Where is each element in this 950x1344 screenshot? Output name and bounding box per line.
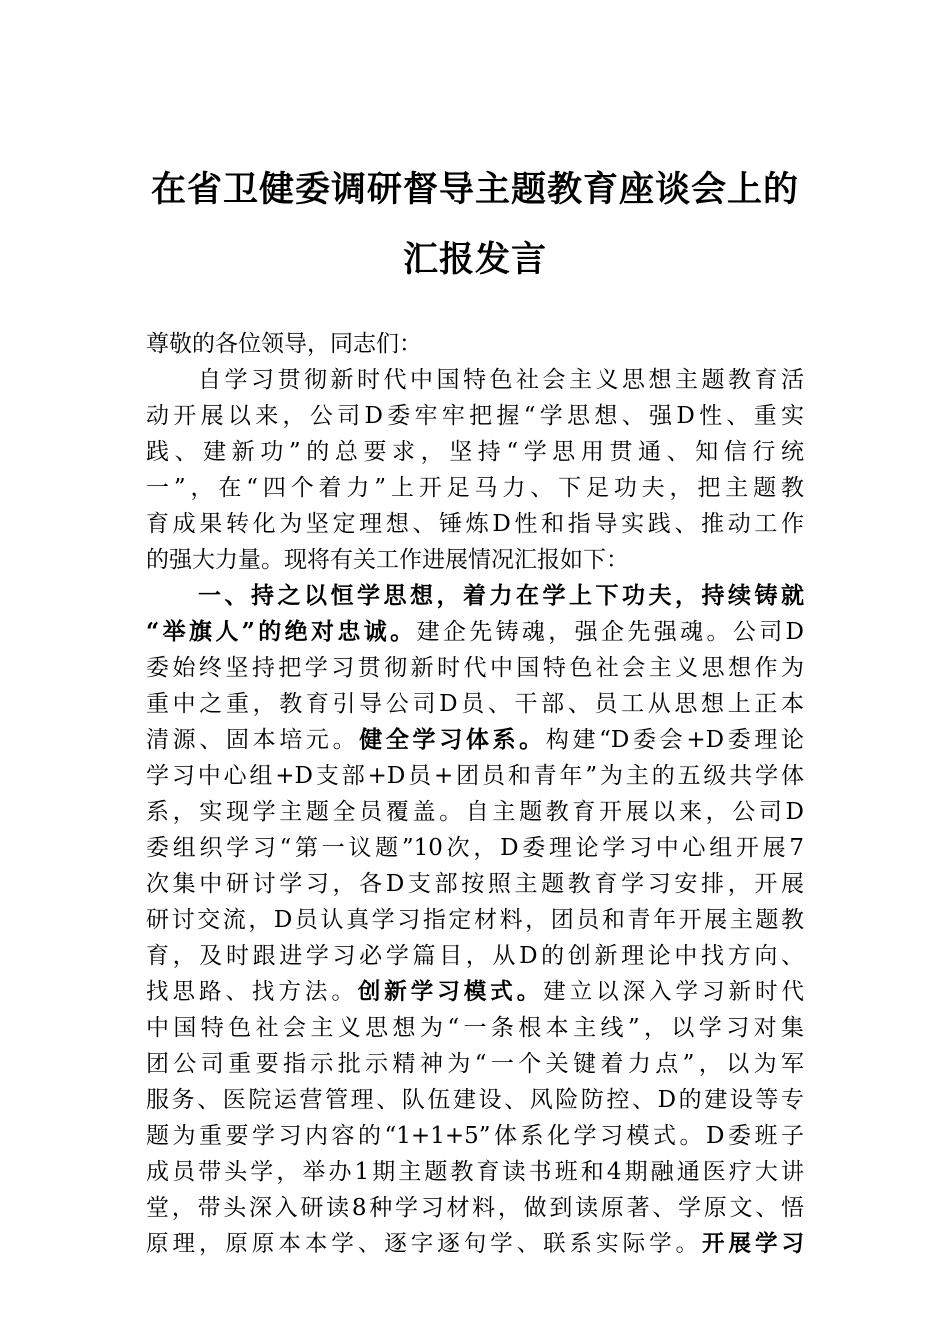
body-line: 团公司重要指示批示精神为“一个关键着力点”，以为军: [146, 1051, 804, 1077]
document-title-line-1: 在省卫健委调研督导主题教育座谈会上的: [150, 169, 799, 210]
body-text-run: 构建“D委会+D委理论: [545, 727, 804, 753]
body-line: 重中之重，教育引导公司D员、干部、员工从思想上正本: [146, 691, 804, 717]
body-text-run: 建企先铸魂，强企先强魂。公司D: [416, 619, 804, 645]
salutation: 尊敬的各位领导，同志们：: [146, 331, 422, 357]
body-line: 中国特色社会主义思想为“一条根本主线”，以学习对集: [146, 1015, 804, 1041]
body-line: 育成果转化为坚定理想、锤炼D性和指导实践、推动工作: [146, 511, 804, 537]
document-body: [146, 326, 804, 1262]
body-line: 服务、医院运营管理、队伍建设、风险防控、D的建设等专: [146, 1087, 804, 1113]
body-line: 委组织学习“第一议题”10次，D委理论学习中心组开展7: [146, 835, 804, 861]
body-line: 践、建新功”的总要求，坚持“学思用贯通、知信行统: [146, 439, 804, 465]
body-line: [146, 974, 804, 1010]
body-line: 研讨交流，D员认真学习指定材料，团员和青年开展主题教: [146, 907, 804, 933]
body-line: 次集中研讨学习，各D支部按照主题教育学习安排，开展: [146, 871, 804, 897]
subheading-inline: 创新学习模式。: [357, 979, 544, 1005]
body-line: 动开展以来，公司D委牢牢把握“学思想、强D性、重实: [146, 403, 804, 429]
body-line: 题为重要学习内容的“1+1+5”体系化学习模式。D委班子: [146, 1123, 804, 1149]
document-title-line-2: 汇报发言: [402, 239, 547, 280]
body-line: 学习中心组+D支部+D员+团员和青年”为主的五级共学体: [146, 763, 804, 789]
section-heading-line: 一、持之以恒学思想，着力在学上下功夫，持续铸就: [198, 582, 804, 609]
section-heading-tail: “举旗人”的绝对忠诚。: [146, 618, 417, 645]
body-line: 委始终坚持把学习贯彻新时代中国特色社会主义思想作为: [146, 655, 804, 681]
body-text-run: 建立以深入学习新时代: [543, 979, 804, 1005]
body-text-run: 找思路、找方法。: [146, 979, 358, 1005]
subheading-inline: 开展学习: [702, 1231, 804, 1257]
body-line: 育，及时跟进学习必学篇目，从D的创新理论中找方向、: [146, 943, 804, 969]
body-line: 的强大力量。现将有关工作进展情况汇报如下：: [146, 547, 629, 573]
body-line: [146, 1226, 804, 1262]
body-line: 自学习贯彻新时代中国特色社会主义思想主题教育活: [198, 367, 804, 393]
body-text-run: 清源、固本培元。: [146, 727, 360, 753]
body-line: [146, 614, 804, 650]
body-line: 成员带头学，举办1期主题教育读书班和4期融通医疗大讲: [146, 1159, 804, 1185]
document-page: [146, 0, 804, 1344]
body-line: 一”，在“四个着力”上开足马力、下足功夫，把主题教: [146, 475, 804, 501]
body-line: [146, 722, 804, 758]
subheading-inline: 健全学习体系。: [359, 726, 546, 753]
body-line: 系，实现学主题全员覆盖。自主题教育开展以来，公司D: [146, 799, 804, 825]
body-line: 堂，带头深入研读8种学习材料，做到读原著、学原文、悟: [146, 1195, 804, 1221]
body-text-run: 原理，原原本本学、逐字逐句学、联系实际学。: [146, 1231, 703, 1257]
